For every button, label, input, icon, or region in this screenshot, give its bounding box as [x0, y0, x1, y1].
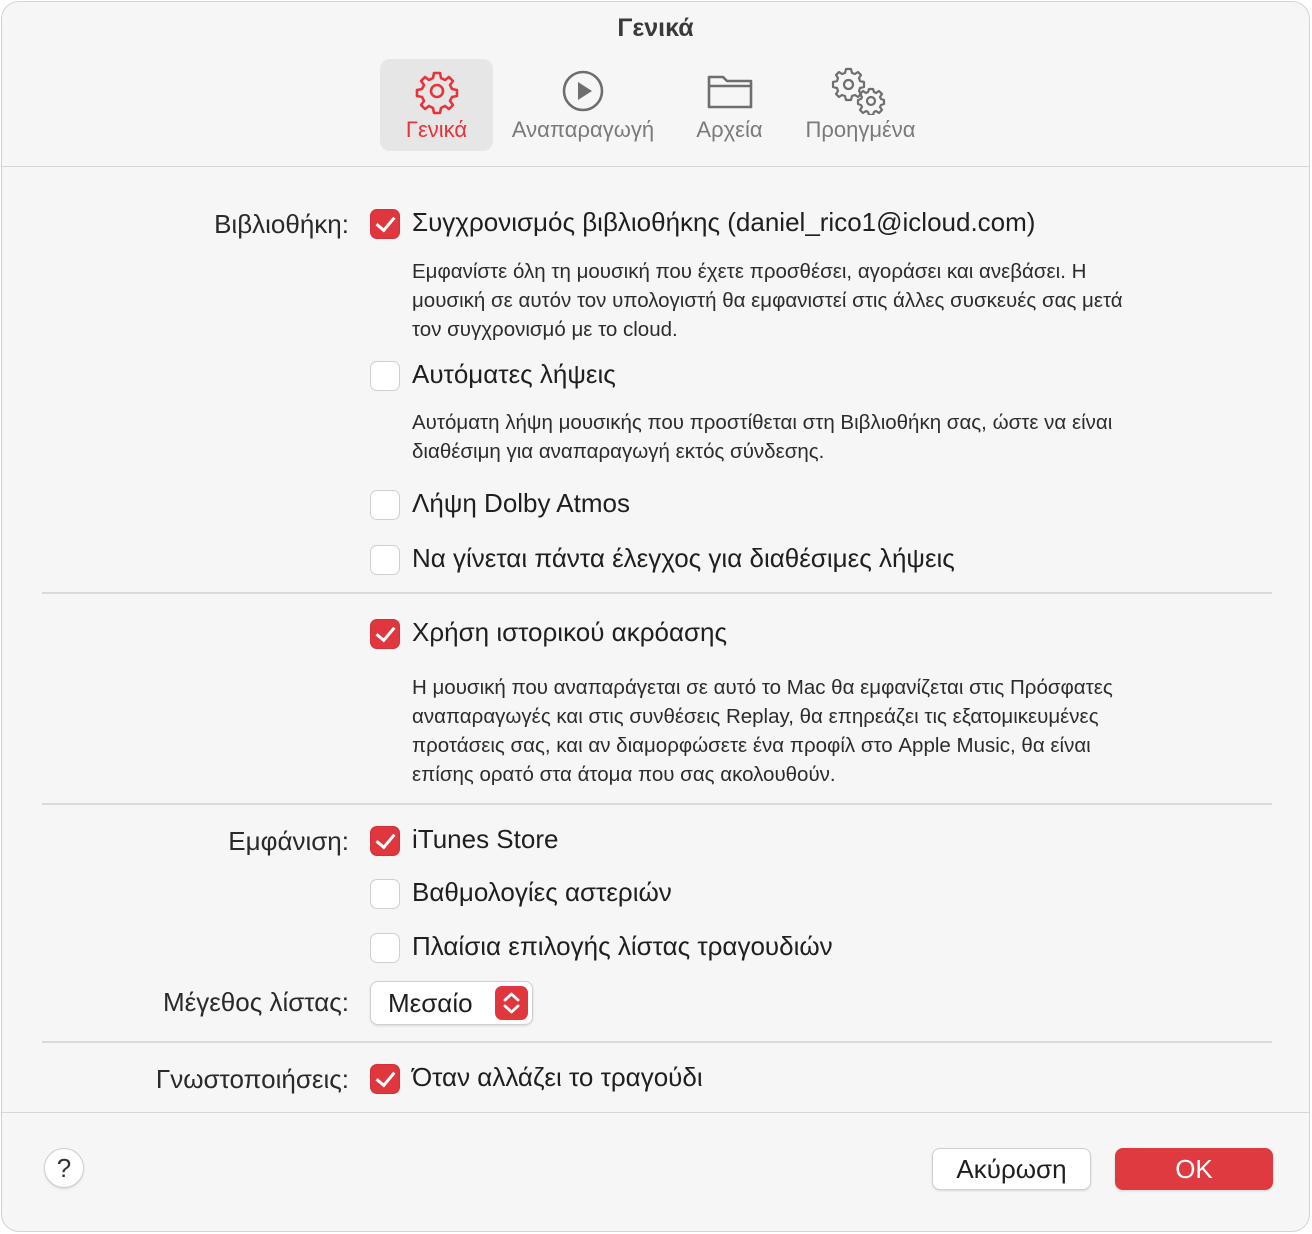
listening-history-checkbox[interactable]: [370, 619, 400, 649]
list-size-label: Μέγεθος λίστας:: [162, 987, 349, 1017]
show-label: Εμφάνιση:: [228, 826, 349, 856]
cancel-button[interactable]: Ακύρωση: [932, 1148, 1091, 1190]
help-button[interactable]: ?: [44, 1148, 84, 1188]
list-size-value: Μεσαίο: [388, 988, 473, 1018]
song-list-checkboxes-checkbox[interactable]: [370, 933, 400, 963]
song-change-label: Όταν αλλάζει το τραγούδι: [412, 1062, 703, 1092]
desc-line: αναπαραγωγές και στις συνθέσεις Replay, θα επηρεάζει τις εξατομικευμένες: [412, 705, 1099, 728]
tab-playback[interactable]: [504, 59, 662, 151]
section-divider: [42, 592, 1272, 594]
song-change-checkbox[interactable]: [370, 1064, 400, 1094]
star-ratings-checkbox[interactable]: [370, 879, 400, 909]
tab-files-label: Αρχεία: [696, 117, 763, 142]
listening-history-label: Χρήση ιστορικού ακρόασης: [412, 617, 728, 647]
section-divider: [42, 1041, 1272, 1043]
dolby-atmos-label: Λήψη Dolby Atmos: [412, 488, 630, 518]
preferences-toolbar: [2, 59, 1309, 159]
notifications-label: Γνωστοποιήσεις:: [155, 1064, 349, 1094]
tab-general-label: Γενικά: [405, 117, 468, 142]
desc-line: Εμφανίστε όλη τη μουσική που έχετε προσθέσει, αγοράσει και ανεβάσει. Η: [412, 260, 1087, 283]
sync-library-description: [412, 257, 1282, 344]
desc-line: Η μουσική που αναπαράγεται σε αυτό το Mac θα εμφανίζεται στις Πρόσφατες: [412, 676, 1113, 699]
desc-line: μουσική σε αυτόν τον υπολογιστή θα εμφανιστεί στις άλλες συσκευές σας μετά: [412, 289, 1123, 312]
star-ratings-label: Βαθμολογίες αστεριών: [412, 877, 672, 907]
window-title: Γενικά: [617, 14, 694, 42]
gear-icon: [413, 67, 461, 115]
sync-library-checkbox[interactable]: [370, 209, 400, 239]
list-size-popup[interactable]: [370, 981, 533, 1025]
popup-stepper: [495, 986, 528, 1020]
check-downloads-checkbox[interactable]: [370, 545, 400, 575]
auto-downloads-description: [412, 408, 1282, 466]
footer-divider: [2, 1112, 1309, 1113]
auto-downloads-checkbox[interactable]: [370, 361, 400, 391]
tab-advanced[interactable]: [794, 59, 927, 151]
song-list-checkboxes-label: Πλαίσια επιλογής λίστας τραγουδιών: [412, 931, 833, 961]
ok-button[interactable]: OK: [1115, 1148, 1273, 1190]
itunes-store-label: iTunes Store: [412, 824, 559, 854]
listening-history-description: [412, 673, 1282, 789]
preferences-window: [1, 1, 1310, 1232]
desc-line: Αυτόματη λήψη μουσικής που προστίθεται στη Βιβλιοθήκη σας, ώστε να είναι: [412, 411, 1113, 434]
play-circle-icon: [559, 67, 607, 115]
desc-line: τον συγχρονισμό με το cloud.: [412, 318, 678, 341]
tab-files[interactable]: [682, 59, 777, 151]
section-divider: [42, 803, 1272, 805]
tab-playback-label: Αναπαραγωγή: [511, 117, 655, 142]
desc-line: επίσης ορατό στα άτομα που σας ακολουθούν.: [412, 763, 836, 786]
up-down-chevron-icon: [495, 986, 528, 1020]
gears-icon: [831, 67, 891, 115]
desc-line: προτάσεις σας, και αν διαμορφώσετε ένα προφίλ στο Apple Music, θα είναι: [412, 734, 1091, 757]
desc-line: διαθέσιμη για αναπαραγωγή εκτός σύνδεσης.: [412, 440, 825, 463]
sync-library-label: Συγχρονισμός βιβλιοθήκης (daniel_rico1@icloud.com): [412, 207, 1036, 237]
tab-general[interactable]: [380, 59, 493, 151]
toolbar-divider: [2, 166, 1309, 167]
check-downloads-label: Να γίνεται πάντα έλεγχος για διαθέσιμες λήψεις: [412, 543, 955, 573]
auto-downloads-label: Αυτόματες λήψεις: [412, 359, 616, 389]
itunes-store-checkbox[interactable]: [370, 826, 400, 856]
library-label: Βιβλιοθήκη:: [214, 209, 349, 239]
dolby-atmos-checkbox[interactable]: [370, 490, 400, 520]
tab-advanced-label: Προηγμένα: [805, 117, 916, 142]
folder-icon: [706, 67, 754, 115]
